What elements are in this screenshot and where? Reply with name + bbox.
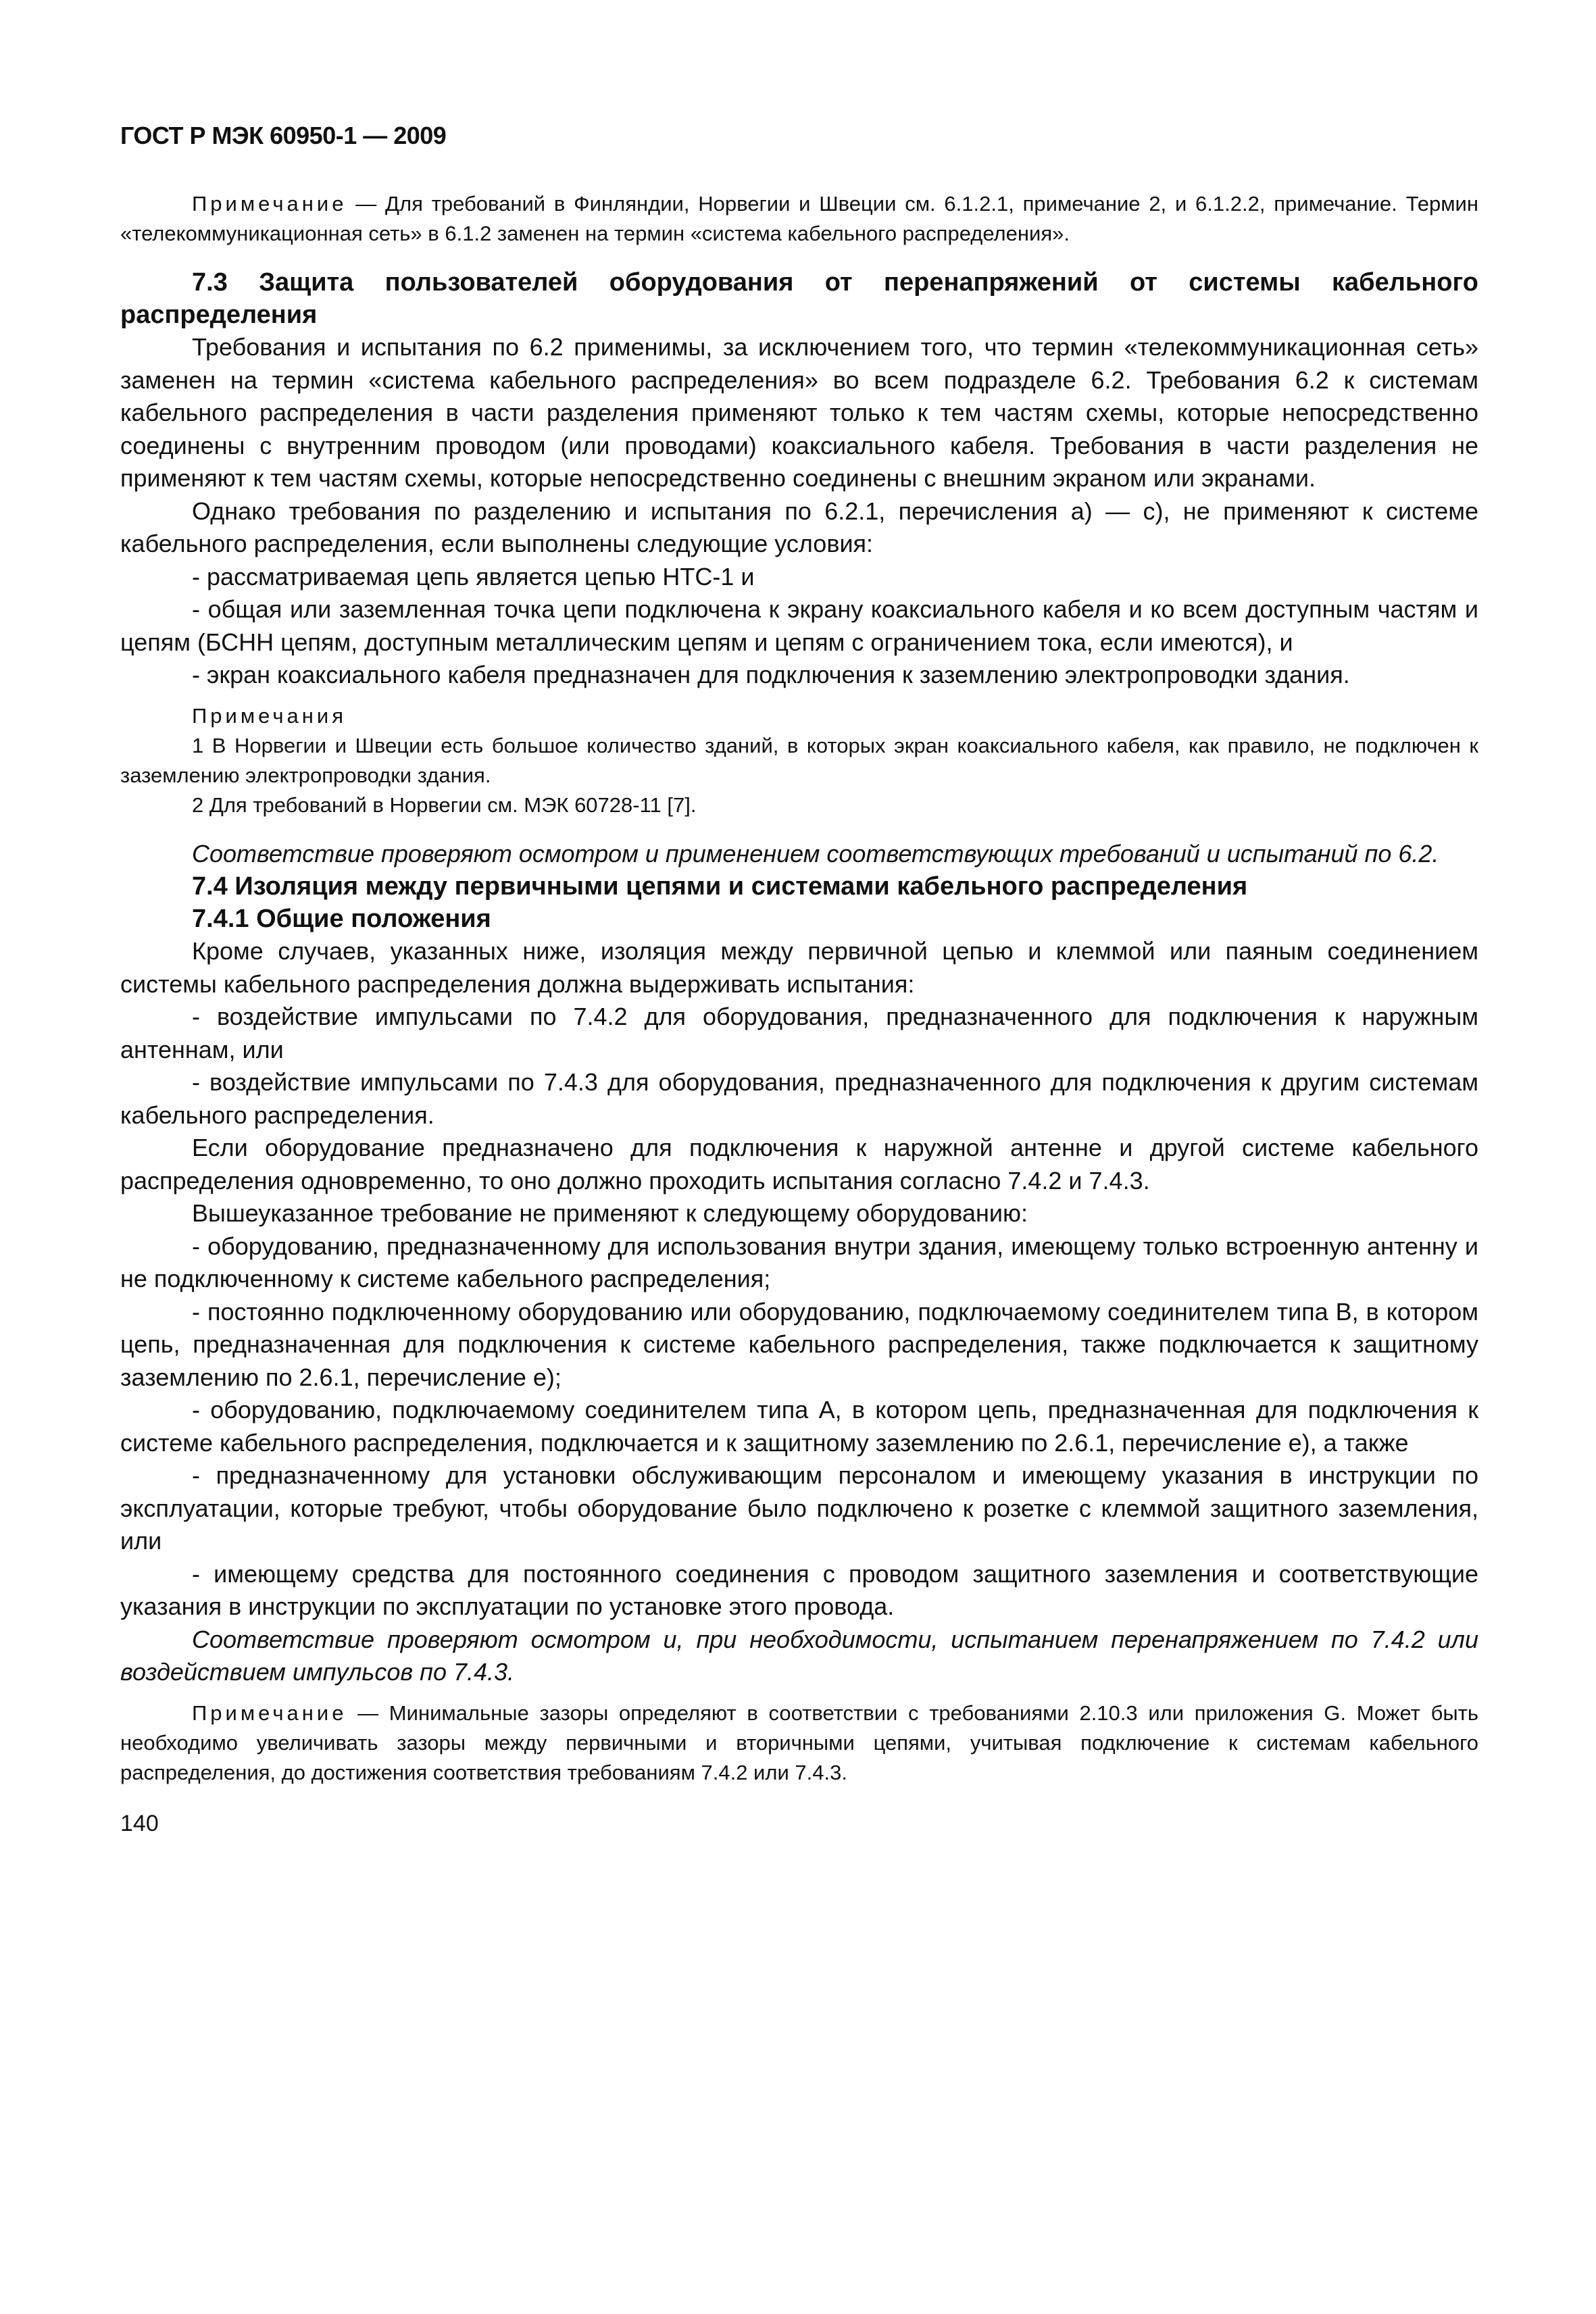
compliance-statement: Соответствие проверяют осмотром и, при необходимости, испытанием перенапряжением по 7.4.2 или воздействием импульсов по 7.4.3. — [120, 1625, 1478, 1686]
note-text: — Минимальные зазоры определяют в соответствии с требованиями 2.10.3 или приложения G. Может быть необходимо увеличивать зазоры между первичными и вторичными цепями, учитывая подключение к системам кабельного распределения, до достижения соответствия требованиям 7.4.2 или 7.4.3. — [120, 1701, 1478, 1784]
compliance-statement: Соответствие проверяют осмотром и применением соответствующих требований и испытаний по 6.2. — [192, 839, 1439, 867]
section-7-3-paragraph-1: Требования и испытания по 6.2 применимы, за исключением того, что термин «телекоммуникационная сеть» заменен на термин «система кабельного распределения» во всем подразделе 6.2. Требования 6.2 к системам кабельного распределения в части разделения применяют только к тем частям схемы, которые непосредственно соединены с внутренним проводом (или проводами) коаксиального кабеля. Требования в части разделения не применяют к тем частям схемы, которые непосредственно соединены с внешним экраном или экранами. — [120, 333, 1478, 492]
page-number: 140 — [120, 1810, 159, 1836]
note-item: 2 Для требований в Норвегии см. МЭК 60728-11 [7]. — [192, 793, 697, 817]
condition-item: - общая или заземленная точка цепи подключена к экрану коаксиального кабеля и ко всем доступным частям и цепям (БСНН цепям, доступным металлическим цепям и цепям с ограничением тока, если имеются), и — [120, 595, 1478, 656]
exception-item: - предназначенному для установки обслуживающим персоналом и имеющему указания в инструкции по эксплуатации, которые требуют, чтобы оборудование было подключено к розетке с клеммой защитного заземления, или — [120, 1461, 1478, 1555]
document-header: ГОСТ Р МЭК 60950-1 — 2009 — [120, 122, 447, 149]
section-7-4-1-paragraph-1: Кроме случаев, указанных ниже, изоляция между первичной цепью и клеммой или паяным соединением системы кабельного распределения должна выдерживать испытания: — [120, 937, 1478, 998]
exception-item: - постоянно подключенному оборудованию или оборудованию, подключаемому соединителем типа В, в котором цепь, предназначенная для подключения к системе кабельного распределения, также подключается к защитному заземлению по 2.6.1, перечисление е); — [120, 1297, 1478, 1391]
note-label: Примечание — [192, 192, 347, 216]
note-label: Примечание — [192, 1701, 347, 1725]
condition-item: - экран коаксиального кабеля предназначен для подключения к заземлению электропроводки здания. — [192, 661, 1350, 688]
document-page — [120, 115, 1478, 1837]
section-7-4-1-paragraph-3: Вышеуказанное требование не применяют к следующему оборудованию: — [192, 1199, 1028, 1227]
section-7-3-paragraph-2: Однако требования по разделению и испытания по 6.2.1, перечисления а) — с), не применяют к системе кабельного распределения, если выполнены следующие условия: — [120, 497, 1478, 557]
note-item: 1 В Норвегии и Швеции есть большое количество зданий, в которых экран коаксиального кабеля, как правило, не подключен к заземлению электропроводки здания. — [120, 733, 1478, 787]
exception-item: - оборудованию, предназначенному для использования внутри здания, имеющему только встроенную антенну и не подключенному к системе кабельного распределения; — [120, 1232, 1478, 1292]
exception-item: - имеющему средства для постоянного соединения с проводом защитного заземления и соответствующие указания в инструкции по эксплуатации по установке этого провода. — [120, 1559, 1478, 1620]
test-item: - воздействие импульсами по 7.4.2 для оборудования, предназначенного для подключения к наружным антеннам, или — [120, 1003, 1478, 1063]
note-finland-norway-sweden — [120, 189, 1478, 249]
section-7-3-heading: 7.3 Защита пользователей оборудования от перенапряжений от системы кабельного распределения — [120, 268, 1478, 329]
exception-item: - оборудованию, подключаемому соединителем типа А, в котором цепь, предназначенная для подключения к системе кабельного распределения, подключается и к защитному заземлению по 2.6.1, перечисление е), а также — [120, 1396, 1478, 1457]
section-7-4-heading: 7.4 Изоляция между первичными цепями и системами кабельного распределения — [192, 872, 1248, 901]
section-7-4-1-heading: 7.4.1 Общие положения — [192, 905, 491, 933]
note-text: — Для требований в Финляндии, Норвегии и Швеции см. 6.1.2.1, примечание 2, и 6.1.2.2, примечание. Термин «телекоммуникационная сеть» в 6.1.2 заменен на термин «система кабельного распределения». — [120, 192, 1478, 245]
note-clearances — [120, 1699, 1478, 1788]
section-7-4-1-paragraph-2: Если оборудование предназначено для подключения к наружной антенне и другой системе кабельного распределения одновременно, то оно должно проходить испытания согласно 7.4.2 и 7.4.3. — [120, 1134, 1478, 1194]
test-item: - воздействие импульсами по 7.4.3 для оборудования, предназначенного для подключения к другим системам кабельного распределения. — [120, 1068, 1478, 1129]
condition-item: - рассматриваемая цепь является цепью НТС-1 и — [192, 562, 755, 590]
notes-title: Примечания — [192, 703, 347, 728]
